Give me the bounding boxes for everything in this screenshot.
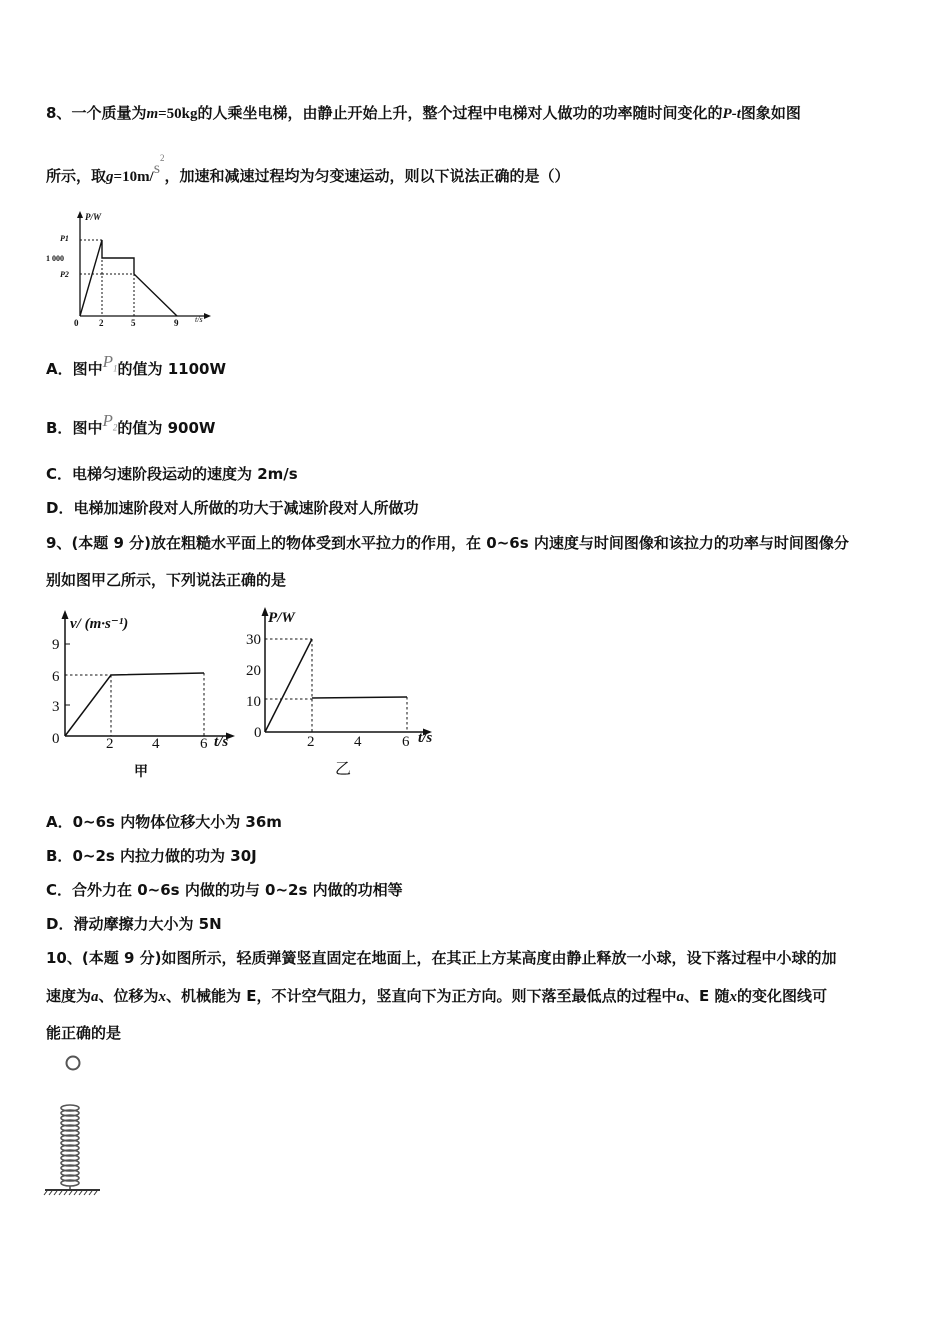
q9a-y-tick-3: 3 <box>52 699 60 715</box>
q9b-power-ramp <box>265 639 312 732</box>
q8-pt-graph <box>44 208 219 326</box>
q8-option-d: D．电梯加速阶段对人所做的功大于减速阶段对人所做功 <box>46 499 419 517</box>
q9b-y-axis-label: P/W <box>268 610 295 626</box>
q9b-x-tick-2: 2 <box>307 734 315 750</box>
q9b-y-tick-0: 0 <box>254 725 262 741</box>
q9-number: 9、 <box>46 534 72 552</box>
q9-stem-line1: 9、(本题 9 分)放在粗糙水平面上的物体受到水平拉力的作用，在 0~6s 内速度与时间图像和该拉力的功率与时间图像分 <box>46 534 849 552</box>
q8-y-axis-label: P/W <box>85 212 102 222</box>
q8-option-c: C．电梯匀速阶段运动的速度为 2m/s <box>46 465 298 483</box>
ball-icon <box>67 1057 80 1070</box>
q9a-y-tick-0: 0 <box>52 731 60 747</box>
q8-x-tick-0: 0 <box>74 318 79 326</box>
q9b-y-tick-20: 20 <box>246 663 261 679</box>
q9-vt-graph <box>46 606 246 786</box>
q9-pt-graph <box>246 602 446 786</box>
q10-stem-line3: 能正确的是 <box>46 1024 122 1042</box>
q8-x-tick-2: 2 <box>99 318 104 326</box>
q9a-y-tick-6: 6 <box>52 669 60 685</box>
q9b-x-tick-4: 4 <box>354 734 362 750</box>
q10-stem-line1: 10、(本题 9 分)如图所示，轻质弹簧竖直固定在地面上，在其正上方某高度由静止释放一小球，设下落过程中小球的加 <box>46 949 837 967</box>
q8-y-tick-1000: 1 000 <box>46 254 64 263</box>
q9-option-c: C．合外力在 0~6s 内做的功与 0~2s 内做的功相等 <box>46 881 403 899</box>
q9b-y-tick-30: 30 <box>246 632 261 648</box>
q8-x-arrow <box>204 313 211 319</box>
q8-x-tick-5: 5 <box>131 318 136 326</box>
q8-x-tick-9: 9 <box>174 318 179 326</box>
q9b-power-flat <box>312 697 407 698</box>
spring-icon <box>61 1105 79 1190</box>
ground-icon <box>44 1190 100 1195</box>
q9a-y-arrow <box>62 610 69 619</box>
q8-y-tick-p1: P1 <box>60 234 69 243</box>
q9a-y-tick-9: 9 <box>52 637 60 653</box>
q9a-x-tick-4: 4 <box>152 736 160 752</box>
q8-number: 8、 <box>46 104 72 122</box>
q10-spring-figure <box>40 1050 110 1198</box>
q9-option-b: B．0~2s 内拉力做的功为 30J <box>46 847 257 865</box>
q8-option-a: A．图中$P_1$的值为 1100W <box>46 352 227 378</box>
q9a-x-tick-6: 6 <box>200 736 208 752</box>
q9a-x-tick-2: 2 <box>106 736 114 752</box>
q9-option-d: D．滑动摩擦力大小为 5N <box>46 915 222 933</box>
q9a-caption: 甲 <box>134 765 148 780</box>
q9-stem-line2: 别如图甲乙所示，下列说法正确的是 <box>46 571 287 589</box>
q8-power-curve <box>80 240 177 316</box>
q9b-x-tick-6: 6 <box>402 734 410 750</box>
q10-stem-line2: 速度为a、位移为x、机械能为 E，不计空气阻力，竖直向下为正方向。则下落至最低点的过程中a、E 随x的变化图线可 <box>46 987 828 1005</box>
q8-y-arrow <box>77 211 83 218</box>
q8-option-b: B．图中$P_2$的值为 900W <box>46 411 216 437</box>
q9a-velocity-curve <box>65 673 204 736</box>
q8-stem-line1: 8、一个质量为m=50kg的人乘坐电梯，由静止开始上升，整个过程中电梯对人做功的功率随时间变化的P-t图象如图 <box>46 104 801 122</box>
q9a-y-axis-label: v/ (m·s⁻¹) <box>70 616 129 632</box>
q8-x-axis-label: t/s <box>195 315 203 324</box>
q10-number: 10、 <box>46 949 82 967</box>
q8-stem-line2: 所示，取$g=10m/s^2$，加速和减速过程均为匀变速运动，则以下说法正确的是（） <box>46 153 570 185</box>
q9b-x-axis-label: t/s <box>418 730 433 746</box>
q8-y-tick-p2: P2 <box>60 270 69 279</box>
q9-option-a: A．0~6s 内物体位移大小为 36m <box>46 813 282 831</box>
q9b-y-tick-10: 10 <box>246 694 261 710</box>
q9a-x-axis-label: t/s <box>214 734 229 750</box>
q9b-caption: 乙 <box>335 761 352 778</box>
